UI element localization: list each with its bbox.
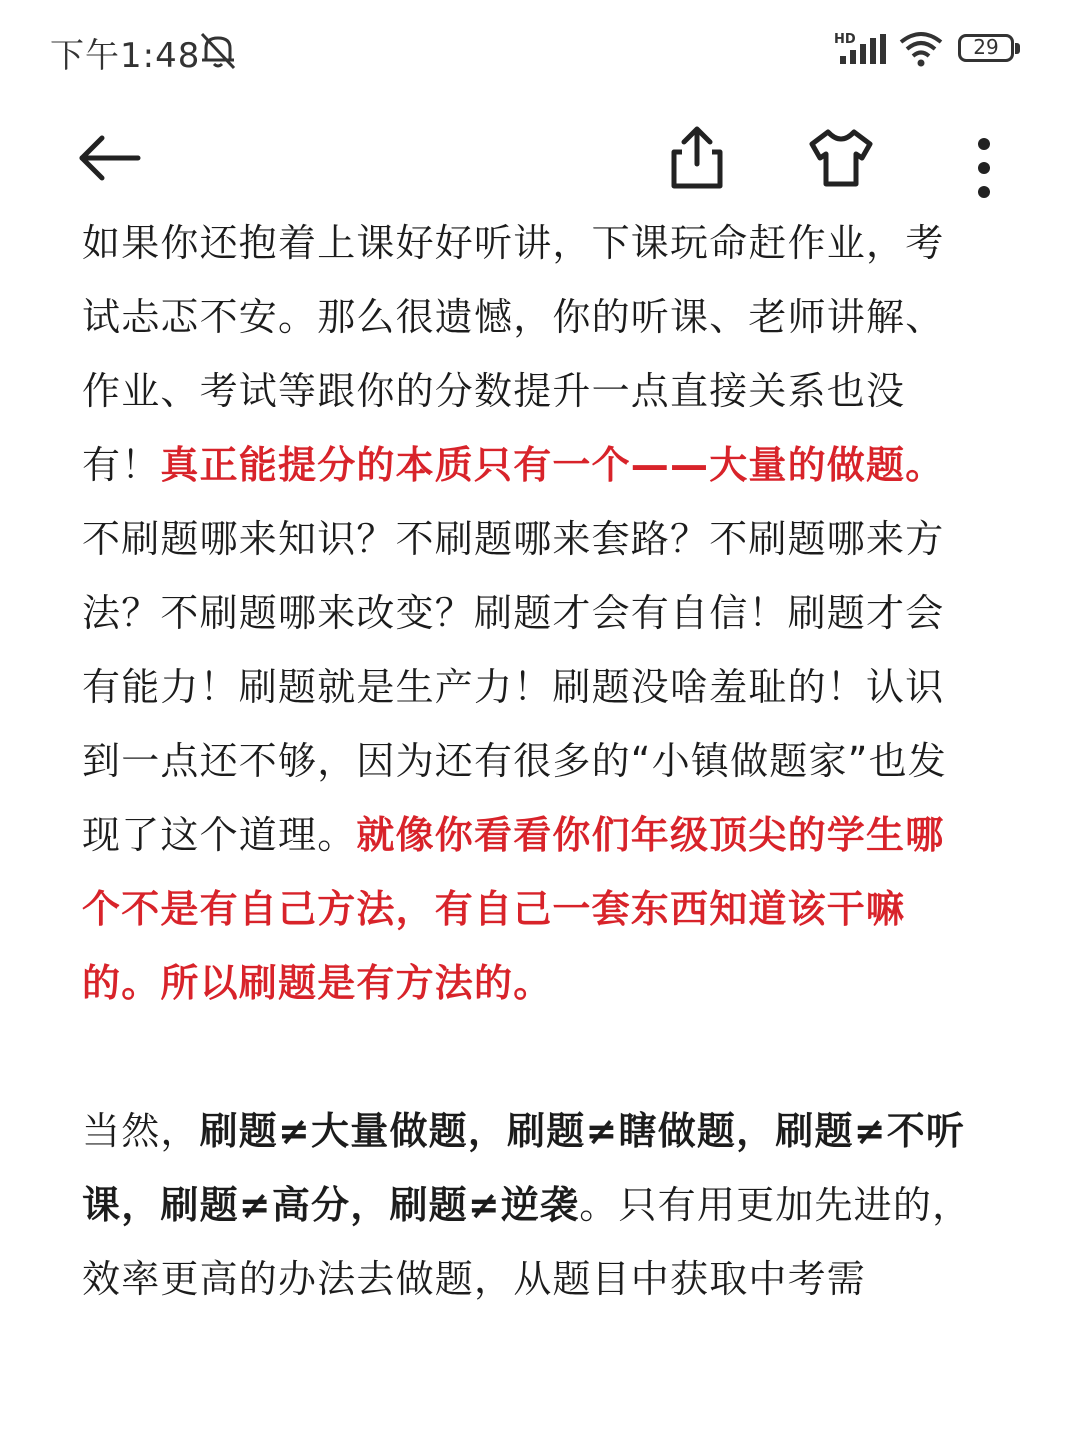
article-paragraph <box>82 1094 982 1316</box>
highlight-text: 就像你看看你们年级顶尖的学生哪个不是有自己方法，有自己一套东西知道该干嘛的。所以刷题是有方法的。 <box>82 813 945 1005</box>
signal-icon <box>838 34 888 66</box>
battery-level: 29 <box>973 35 999 59</box>
paragraph-text: 当然， <box>82 1109 200 1153</box>
more-vertical-icon[interactable] <box>960 124 1010 194</box>
battery-tip <box>1015 43 1020 54</box>
battery-icon <box>958 34 1022 66</box>
wifi-icon <box>898 30 944 68</box>
more-dot <box>978 138 990 150</box>
share-icon[interactable] <box>664 122 730 192</box>
article-paragraph <box>82 206 982 1020</box>
paragraph-text: 如果你还抱着上课好好听讲，下课玩命赶作业，考试忐忑不安。那么很遗憾，你的听课、老师讲解、作业、考试等跟你的分数提升一点直接关系也没有！ <box>82 221 945 487</box>
mute-icon <box>196 30 240 70</box>
status-time: 下午1:48 <box>50 36 201 76</box>
toolbar <box>0 110 1080 210</box>
paragraph-text: 不刷题哪来知识？不刷题哪来套路？不刷题哪来方法？不刷题哪来改变？刷题才会有自信！刷题才会有能力！刷题就是生产力！刷题没啥羞耻的！认识到一点还不够，因为还有很多的“小镇做题家”也发现了这个道理。 <box>82 517 947 857</box>
back-arrow-icon[interactable] <box>70 128 150 188</box>
network-type-label: HD <box>834 32 856 47</box>
highlight-text: 真正能提分的本质只有一个——大量的做题。 <box>160 443 945 487</box>
more-dot <box>978 186 990 198</box>
tshirt-icon[interactable] <box>806 126 876 190</box>
more-dot <box>978 162 990 174</box>
bold-text: 刷题≠大量做题，刷题≠瞎做题，刷题≠不听课，刷题≠高分，刷题≠逆袭 <box>82 1109 966 1227</box>
status-bar <box>0 0 1080 100</box>
article-body <box>82 206 982 1316</box>
paragraph-text: 。只有用更加先进的，效率更高的办法去做题，从题目中获取中考需 <box>82 1183 972 1301</box>
